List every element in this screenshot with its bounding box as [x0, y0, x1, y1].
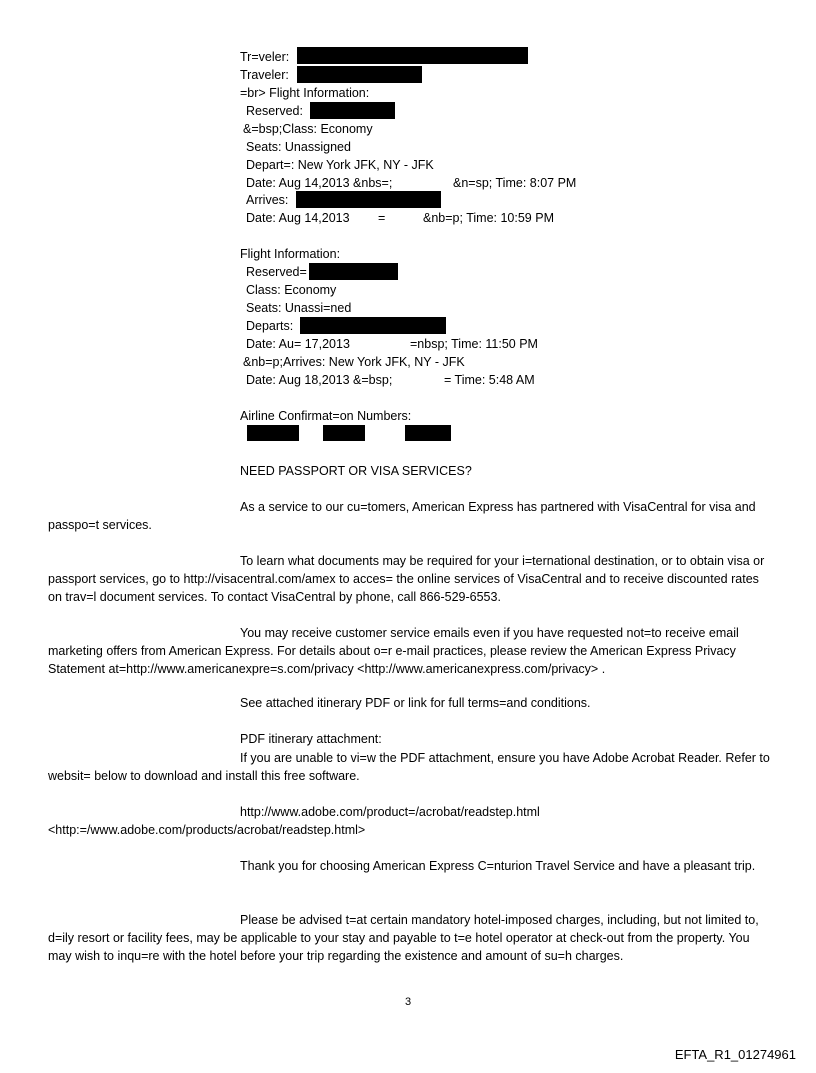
arrives-label-1: Arrives:: [246, 193, 289, 207]
paragraph-pdf-reader: [48, 749, 770, 785]
depart-time-1: &n=sp; Time: 8:07 PM: [453, 176, 577, 190]
arrive-sep-1: =: [378, 211, 386, 225]
depart-time-2: =nbsp; Time: 11:50 PM: [410, 337, 538, 351]
redaction-box: [309, 263, 398, 280]
flight-info-heading-2: Flight Information:: [240, 247, 341, 261]
class-2: Class: Economy: [246, 283, 337, 297]
paragraph-thank-you: [48, 857, 770, 875]
redaction-box: [247, 425, 299, 441]
depart-date-2: Date: Au= 17,2013: [246, 337, 350, 351]
redaction-box: [297, 47, 528, 64]
redaction-box: [297, 66, 422, 83]
depart-date-1: Date: Aug 14,2013 &nbs=;: [246, 176, 393, 190]
flight-info-heading-1: =br> Flight Information:: [240, 86, 370, 100]
paragraph-privacy: [48, 624, 770, 678]
arrive-date-1: Date: Aug 14,2013: [246, 211, 350, 225]
class-1: &=bsp;Class: Economy: [243, 122, 373, 136]
paragraph-text: Please be advised t=at certain mandatory hotel-imposed charges, including, but not limited to, d=ily resort or facility fees, may be applicable to your stay and payable to t=e hotel operator at check-out from the property. You may wish to inqu=re with the hotel before your trip regarding the existence and amount of su=h charges.: [48, 913, 759, 963]
confirmation-label: Airline Confirmat=on Numbers:: [240, 409, 412, 423]
arrive-time-2: = Time: 5:48 AM: [444, 373, 535, 387]
paragraph-text: Thank you for choosing American Express C=nturion Travel Service and have a pleasant trip.: [240, 859, 756, 873]
redaction-box: [310, 102, 395, 119]
paragraph-adobe-link: [48, 803, 770, 839]
arrive-date-2: Date: Aug 18,2013 &=bsp;: [246, 373, 393, 387]
paragraph-visacentral-partner: [48, 498, 770, 534]
redaction-box: [405, 425, 451, 441]
paragraph-terms: See attached itinerary PDF or link for full terms=and conditions.: [240, 696, 591, 710]
arrive-time-1: &nb=p; Time: 10:59 PM: [423, 211, 554, 225]
redaction-box: [323, 425, 365, 441]
redaction-box: [296, 191, 441, 208]
paragraph-text: As a service to our cu=tomers, American Express has partnered with VisaCentral for visa and passpo=t services.: [48, 500, 756, 532]
page-number: 3: [404, 996, 412, 1008]
pdf-attachment-title: PDF itinerary attachment:: [240, 732, 382, 746]
traveler-2-label: Traveler:: [240, 68, 289, 82]
passport-heading: NEED PASSPORT OR VISA SERVICES?: [240, 464, 472, 478]
depart-1: Depart=: New York JFK, NY - JFK: [246, 158, 434, 172]
reserved-label-1: Reserved:: [246, 104, 303, 118]
redaction-box: [300, 317, 446, 334]
seats-1: Seats: Unassigned: [246, 140, 351, 154]
paragraph-text: If you are unable to vi=w the PDF attachment, ensure you have Adobe Acrobat Reader. Refer to websit= below to download and install this free software.: [48, 751, 770, 783]
departs-label-2: Departs:: [246, 319, 294, 333]
paragraph-text: http://www.adobe.com/product=/acrobat/readstep.html <http:=/www.adobe.com/products/acrobat/readstep.html>: [48, 805, 540, 837]
paragraph-visacentral-services: [48, 552, 770, 606]
paragraph-hotel-charges: [48, 911, 770, 965]
traveler-1-label: Tr=veler:: [240, 50, 290, 64]
reserved-label-2: Reserved=: [246, 265, 307, 279]
paragraph-text: You may receive customer service emails even if you have requested not=to receive email marketing offers from American Express. For details about o=r e-mail practices, please review the American Express Privacy Statement at=http://www.americanexpre=s.com/privacy <http://www.americanexpress.com/privacy> .: [48, 626, 739, 676]
paragraph-text: To learn what documents may be required for your i=ternational destination, or to obtain visa or passport services, go to http://visacentral.com/amex to acces= the online services of VisaCentral and to receive discounted rates on trav=l document services. To contact VisaCentral by phone, call 866-529-6553.: [48, 554, 765, 604]
seats-2: Seats: Unassi=ned: [246, 301, 352, 315]
document-id: EFTA_R1_01274961: [674, 1047, 796, 1062]
arrives-2: &nb=p;Arrives: New York JFK, NY - JFK: [243, 355, 465, 369]
